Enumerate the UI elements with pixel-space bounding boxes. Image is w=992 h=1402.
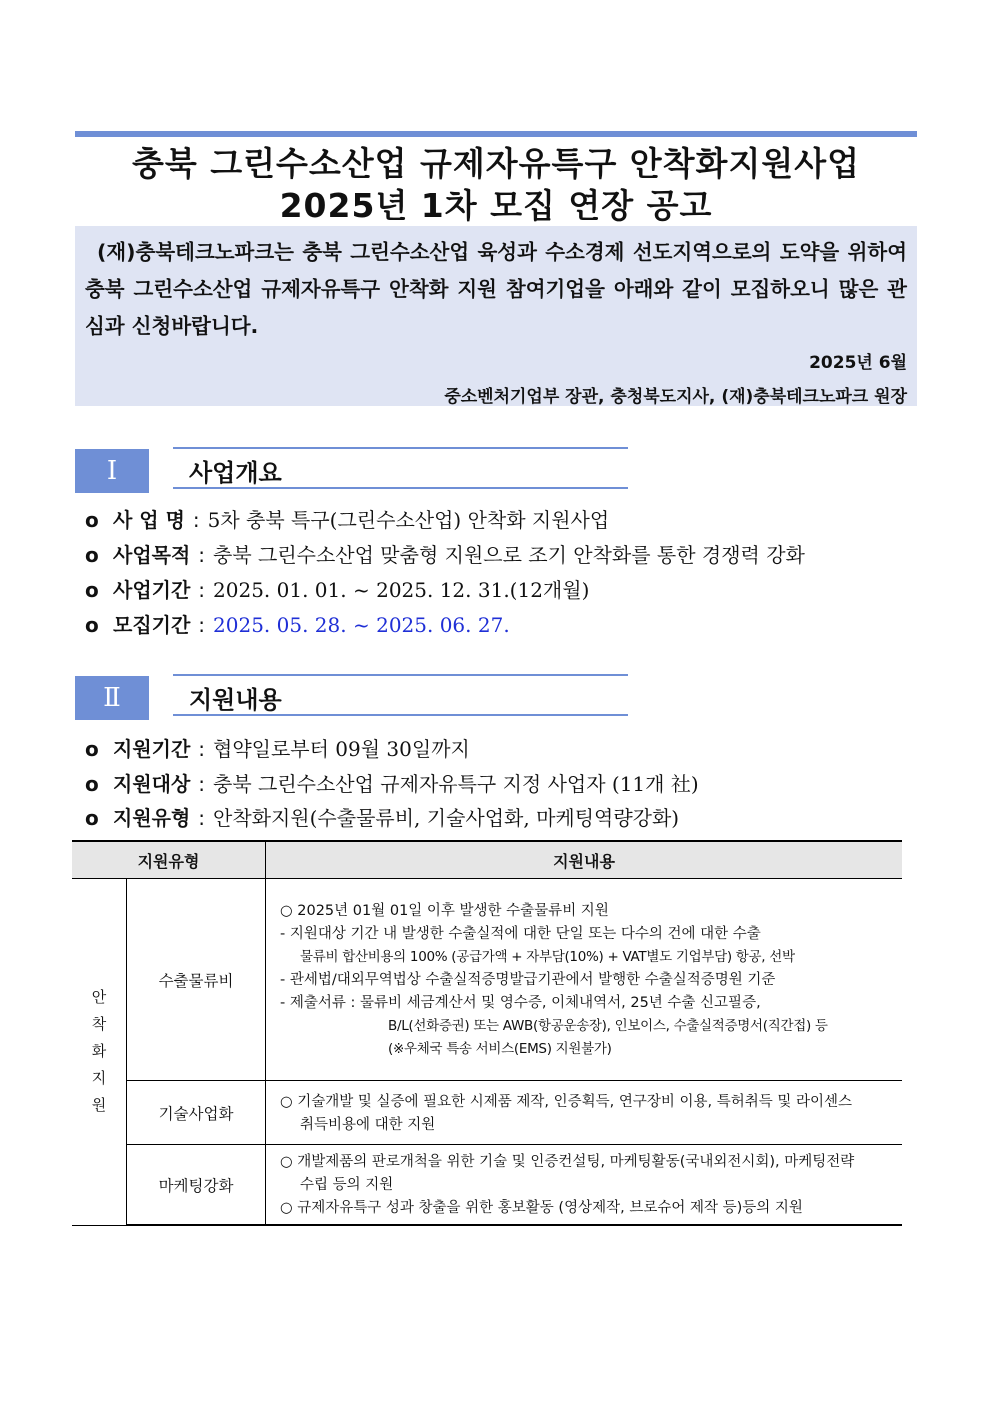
item-value-highlight: 2025. 05. 28. ~ 2025. 06. 27. <box>213 613 510 637</box>
title-line-2: 2025년 1차 모집 연장 공고 <box>279 186 713 225</box>
main-category-cell: 안 착 화 지 원 <box>72 879 127 1226</box>
item-value: 2025. 01. 01. ~ 2025. 12. 31.(12개월) <box>213 578 590 602</box>
support-table <box>72 840 902 1226</box>
item-value: 충북 그린수소산업 규제자유특구 지정 사업자 (11개 社) <box>213 772 699 796</box>
section-2-header <box>173 674 628 716</box>
item-label: 지원대상 <box>113 772 191 796</box>
bullet: o <box>85 543 99 567</box>
support-item-target: o 지원대상 : 충북 그린수소산업 규제자유특구 지정 사업자 (11개 社) <box>85 772 699 796</box>
table-row <box>72 1081 902 1145</box>
category-marketing: 마케팅강화 <box>127 1145 266 1226</box>
intro-date: 2025년 6월 <box>809 353 907 373</box>
item-label: 사업목적 <box>113 543 191 567</box>
section-2-number: Ⅱ <box>75 676 149 720</box>
title-block <box>75 131 917 237</box>
item-label: 사업기간 <box>113 578 191 602</box>
category-tech-commercialization: 기술사업화 <box>127 1081 266 1145</box>
section-1-header <box>173 447 628 489</box>
section-2-title: 지원내용 <box>189 686 282 714</box>
table-header-row <box>72 841 902 879</box>
section-1-title: 사업개요 <box>189 459 282 487</box>
item-label: 사 업 명 <box>113 508 185 532</box>
item-label: 모집기간 <box>113 613 191 637</box>
title-top-rule <box>75 131 917 137</box>
bullet: o <box>85 806 99 830</box>
overview-item-period: o 사업기간 : 2025. 01. 01. ~ 2025. 12. 31.(12개월) <box>85 578 590 602</box>
header-support-type: 지원유형 <box>72 841 266 879</box>
overview-item-recruit-period: o 모집기간 : 2025. 05. 28. ~ 2025. 06. 27. <box>85 613 510 637</box>
intro-text: (재)충북테크노파크는 충북 그린수소산업 육성과 수소경제 선도지역으로의 도약을 위하여 충북 그린수소산업 규제자유특구 안착화 지원 참여기업을 아래와 같이 모집하오니 많은 관심과 신청바랍니다. <box>85 240 907 338</box>
support-item-type: o 지원유형 : 안착화지원(수출물류비, 기술사업화, 마케팅역량강화) <box>85 806 680 830</box>
bullet: o <box>85 772 99 796</box>
intro-box <box>75 226 917 406</box>
section-1-number: Ⅰ <box>75 449 149 493</box>
content-tech-commercialization: ○ 기술개발 및 실증에 필요한 시제품 제작, 인증획득, 연구장비 이용, 특허취득 및 라이센스 취득비용에 대한 지원 <box>266 1081 903 1145</box>
item-value: 협약일로부터 09월 30일까지 <box>213 737 470 761</box>
intro-signature: 중소벤처기업부 장관, 충청북도지사, (재)충북테크노파크 원장 <box>444 387 907 407</box>
bullet: o <box>85 578 99 602</box>
header-support-content: 지원내용 <box>266 841 903 879</box>
overview-item-name: o 사 업 명 : 5차 충북 특구(그린수소산업) 안착화 지원사업 <box>85 508 610 532</box>
item-label: 지원기간 <box>113 737 191 761</box>
item-label: 지원유형 <box>113 806 191 830</box>
item-value: 안착화지원(수출물류비, 기술사업화, 마케팅역량강화) <box>213 806 680 830</box>
overview-item-purpose: o 사업목적 : 충북 그린수소산업 맞춤형 지원으로 조기 안착화를 통한 경쟁력 강화 <box>85 543 805 567</box>
item-value: 충북 그린수소산업 맞춤형 지원으로 조기 안착화를 통한 경쟁력 강화 <box>213 543 805 567</box>
table-row <box>72 879 902 1081</box>
bullet: o <box>85 613 99 637</box>
category-export-logistics: 수출물류비 <box>127 879 266 1081</box>
content-export-logistics: ○ 2025년 01월 01일 이후 발생한 수출물류비 지원 - 지원대상 기간 내 발생한 수출실적에 대한 단일 또는 다수의 건에 대한 수출 물류비 합산비용의 100% (공급가액 + 자부담(10%) + VAT별도 기업부담) 항공, 선박 - 관세법/대외무역법상 수출실적증명발급기관에서 발행한 수출실적증명원 기준 - 제출서류 : 물류비 세금계산서 및 영수증, 이체내역서, 25년 수출 신고필증, B/L(선화증권) 또는 AWB(항공운송장), 인보이스, 수출실적증명서(직간접) 등 (※우체국 특송 서비스(EMS) 지원불가) <box>266 879 903 1081</box>
content-marketing: ○ 개발제품의 판로개척을 위한 기술 및 인증컨설팅, 마케팅활동(국내외전시회), 마케팅전략 수립 등의 지원 ○ 규제자유특구 성과 창출을 위한 홍보활동 (영상제작, 브로슈어 제작 등)등의 지원 <box>266 1145 903 1226</box>
support-item-period: o 지원기간 : 협약일로부터 09월 30일까지 <box>85 737 470 761</box>
item-value: 5차 충북 특구(그린수소산업) 안착화 지원사업 <box>207 508 610 532</box>
bullet: o <box>85 508 99 532</box>
table-row <box>72 1145 902 1226</box>
title-line-1: 충북 그린수소산업 규제자유특구 안착화지원사업 <box>132 144 860 183</box>
bullet: o <box>85 737 99 761</box>
